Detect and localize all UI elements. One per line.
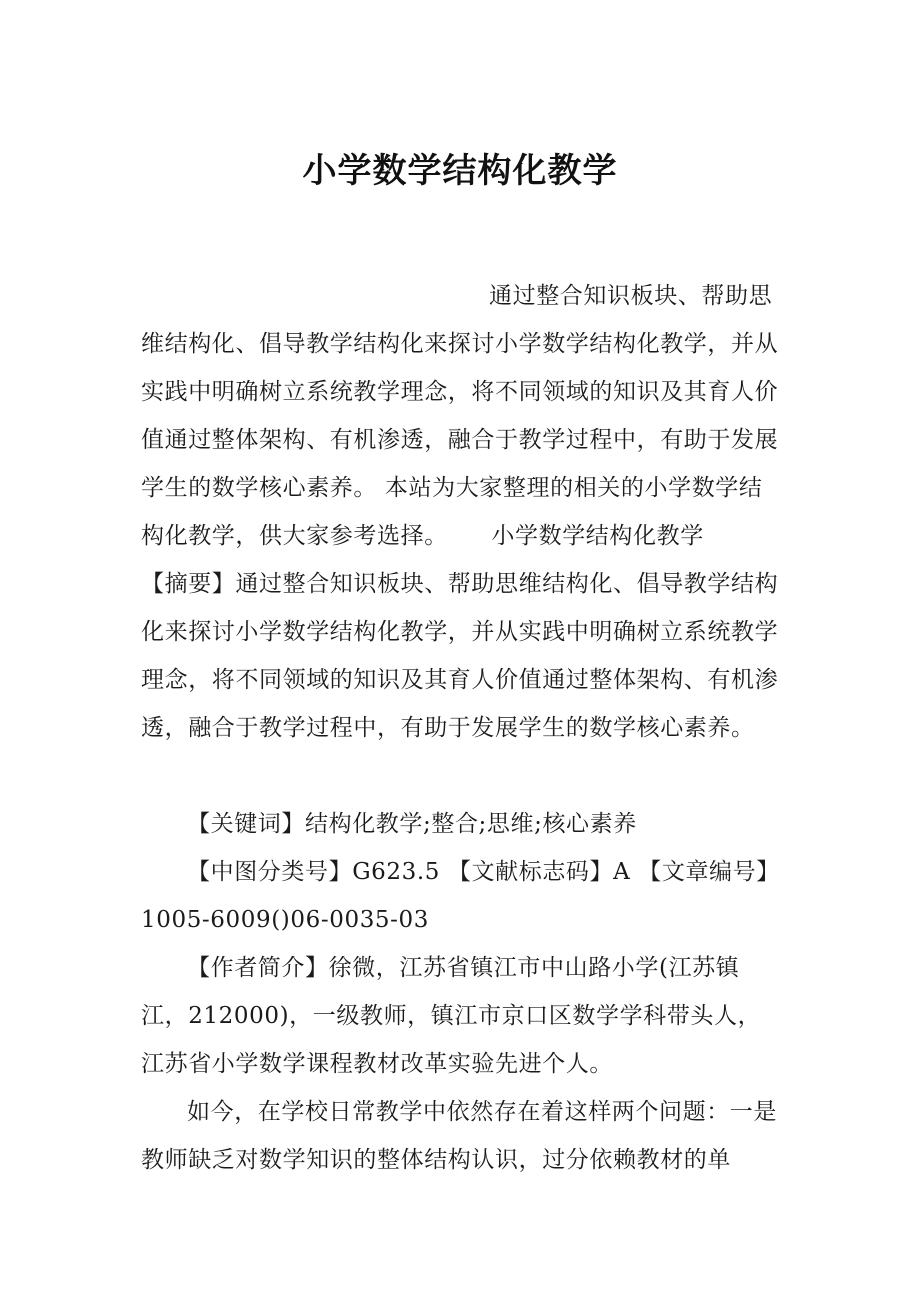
body-paragraph: 如今，在学校日常教学中依然存在着这样两个问题：一是教师缺乏对数学知识的整体结构认识，过分依赖教材的单 — [141, 1099, 777, 1173]
classification-paragraph: 【中图分类号】G623.5 【文献标志码】A 【文章编号】1005-6009()06-0035-03 — [141, 859, 780, 933]
author-paragraph: 【作者简介】徐微，江苏省镇江市中山路小学(江苏镇江，212000)，一级教师，镇江市京口区数学学科带头人，江苏省小学数学课程教材改革实验先进个人。 — [141, 955, 762, 1077]
page-title: 小学数学结构化教学 — [302, 151, 618, 191]
keywords-paragraph: 【关键词】结构化教学;整合;思维;核心素养 — [187, 811, 637, 837]
intro-paragraph: 通过整合知识板块、帮助思维结构化、倡导教学结构化来探讨小学数学结构化教学，并从实践中明确树立系统教学理念，将不同领域的知识及其育人价值通过整体架构、有机渗透，融合于教学过程中，有助于发展学生的数学核心素养。 本站为大家整理的相关的小学数学结构化教学，供大家参考选择。 小学数学结构化教学 【摘要】通过整合知识板块、帮助思维结构化、倡导教学结构化来探讨小学数学结构化教学，并从实践中明确树立系统教学理念，将不同领域的知识及其育人价值通过整体架构、有机渗透，融合于教学过程中，有助于发展学生的数学核心素养。 — [141, 283, 779, 741]
